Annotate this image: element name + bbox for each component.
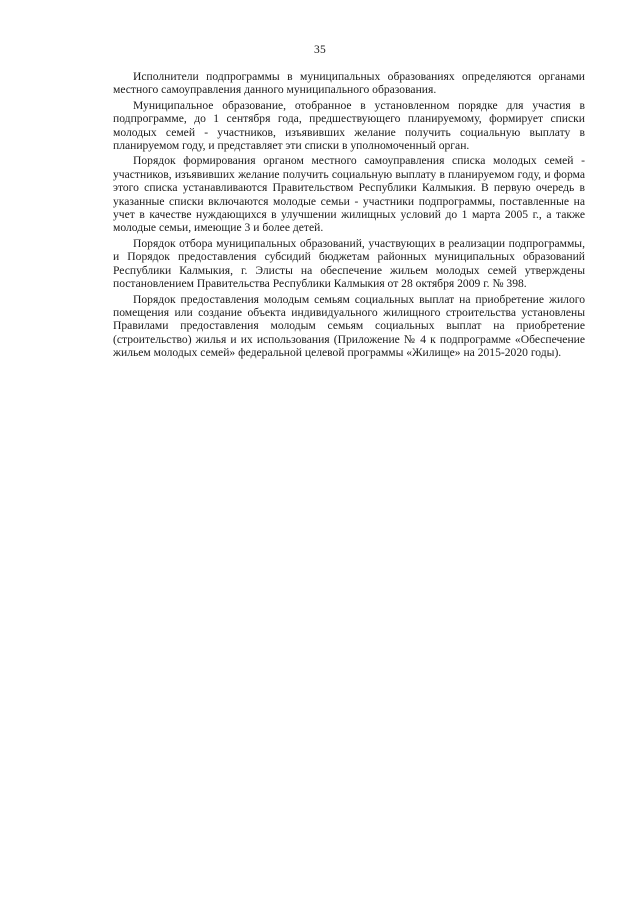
paragraph-selection-order: Порядок отбора муниципальных образований, участвующих в реализации подпрограммы, и Порядок предоставления субсидий бюджетам районных муниципальных образований Республики Калмыкия, г. Элисты на обеспечение жильем молодых семей утверждены постановлением Правительства Республики Калмыкия от 28 октября 2009 г. № 398. (113, 236, 585, 291)
paragraph-executors: Исполнители подпрограммы в муниципальных образованиях определяются органами местного самоуправления данного муниципального образования. (113, 70, 585, 97)
page-number: 35 (313, 44, 327, 56)
paragraph-payment-rules: Порядок предоставления молодым семьям социальных выплат на приобретение жилого помещения или создание объекта индивидуального жилищного строительства установлены Правилами предоставления молодым семьям социальных выплат на приобретение (строительство) жилья и их использования (Приложение № 4 к подпрограмме «Обеспечение жильем молодых семей» федеральной целевой программы «Жилище» на 2015-2020 годы). (113, 292, 585, 360)
paragraph-municipal-lists: Муниципальное образование, отобранное в установленном порядке для участия в подпрограмме, до 1 сентября года, предшествующего планируемому, формирует списки молодых семей - участников, изъявивших желание получить социальную выплату в планируемом году, и представляет эти списки в уполномоченный орган. (113, 98, 585, 153)
document-body (113, 70, 585, 360)
paragraph-list-formation: Порядок формирования органом местного самоуправления списка молодых семей - участников, изъявивших желание получить социальную выплату в планируемом году, и форма этого списка устанавливаются Правительством Республики Калмыкия. В первую очередь в указанные списки включаются молодые семьи - участники подпрограммы, поставленные на учет в качестве нуждающихся в улучшении жилищных условий до 1 марта 2005 г., а также молодые семьи, имеющие 3 и более детей. (113, 154, 585, 235)
